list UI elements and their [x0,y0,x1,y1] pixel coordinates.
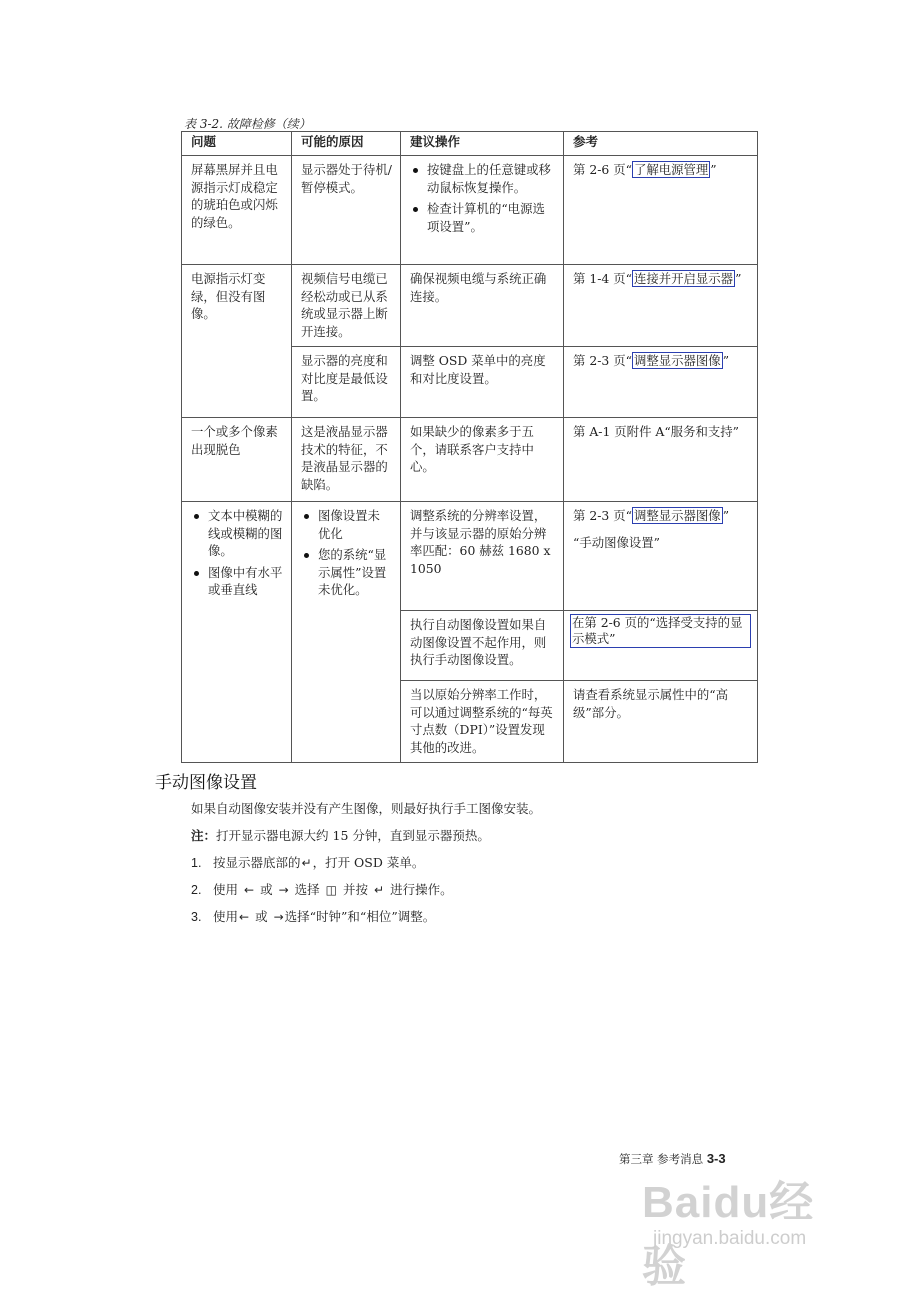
ref-text: 第 1-4 页“ [573,271,632,286]
header-action: 建议操作 [401,132,564,156]
table-row [182,156,758,265]
list-item: 您的系统“显示属性”设置未优化。 [301,546,392,599]
table-row [182,265,758,347]
action-cell: 如果缺少的像素多于五个，请联系客户支持中心。 [401,418,564,502]
step-number: 2. [191,883,202,897]
action-cell: 确保视频电缆与系统正确连接。 [401,265,564,347]
action-cell: 当以原始分辨率工作时，可以通过调整系统的“每英寸点数（DPI）”设置发现其他的改进。 [401,681,564,763]
header-cause: 可能的原因 [292,132,401,156]
step-text: 按显示器底部的 [213,855,301,870]
note-text: 打开显示器电源大约 15 分钟，直到显示器预热。 [216,828,490,843]
power-management-link[interactable]: 了解电源管理 [633,162,709,177]
reference-cell [564,611,758,681]
troubleshooting-table [181,131,758,763]
adjust-image-link[interactable]: 调整显示器图像 [633,508,721,523]
ref-text: ” [722,508,730,523]
list-item: 按键盘上的任意键或移动鼠标恢复操作。 [410,161,555,196]
step-text: 使用 [213,909,239,924]
header-problem: 问题 [182,132,292,156]
ref-text: 第 2-6 页“ [573,162,632,177]
step-text: 选择“时钟”和“相位”调整。 [284,909,436,924]
cause-cell [292,502,401,763]
reference-cell [564,347,758,418]
left-arrow-icon: ← [239,910,250,924]
reference-cell [564,156,758,265]
step-text: 或 [260,882,273,897]
action-cell: 执行自动图像设置如果自动图像设置不起作用，则执行手动图像设置。 [401,611,564,681]
table-caption: 表 3-2. 故障检修（续） [184,117,311,131]
step-text: ，打开 OSD 菜单。 [312,855,425,870]
step-2 [191,880,453,898]
problem-cell: 电源指示灯变绿，但没有图像。 [182,265,292,418]
action-cell [401,156,564,265]
action-list [410,161,555,235]
note-paragraph [191,826,490,844]
cause-cell: 这是液晶显示器技术的特征，不是液晶显示器的缺陷。 [292,418,401,502]
step-text: 或 [255,909,268,924]
header-reference: 参考 [564,132,758,156]
watermark-url: jingyan.baidu.com [653,1228,807,1249]
manual-image-setup-ref: “手动图像设置” [573,534,661,550]
reference-cell [564,502,758,611]
reference-cell: 第 A-1 页附件 A“服务和支持” [564,418,758,502]
ref-text: 第 2-3 页“ [573,508,632,523]
right-arrow-icon: → [273,910,284,924]
action-cell: 调整系统的分辨率设置，并与该显示器的原始分辨率匹配：60 赫兹 1680 x 1050 [401,502,564,611]
page-footer [619,1151,726,1167]
action-cell: 调整 OSD 菜单中的亮度和对比度设置。 [401,347,564,418]
ref-text: ” [735,271,742,286]
list-item: 图像设置未优化 [301,507,392,542]
problem-cell: 屏幕黑屏并且电源指示灯成稳定的琥珀色或闪烁的绿色。 [182,156,292,265]
left-arrow-icon: ← [244,883,255,897]
cause-cell: 显示器的亮度和对比度是最低设置。 [292,347,401,418]
problem-cell [182,502,292,763]
watermark [642,1166,852,1291]
supported-display-mode-link[interactable]: 在第 2-6 页的“选择受支持的显示模式” [570,614,751,648]
connect-monitor-link[interactable]: 连接并开启显示器 [633,271,734,286]
list-item: 图像中有水平或垂直线 [191,564,283,599]
step-3 [191,907,435,925]
table-row [182,418,758,502]
reference-cell [564,265,758,347]
reference-cell: 请查看系统显示属性中的“高级”部分。 [564,681,758,763]
step-text: 并按 [343,882,369,897]
image-adjust-icon: ◫ [325,883,338,897]
page-number: 3-3 [706,1151,726,1166]
cause-cell: 显示器处于待机/暂停模式。 [292,156,401,265]
step-1 [191,853,424,871]
note-label: 注： [191,828,217,843]
adjust-image-link[interactable]: 调整显示器图像 [633,353,721,368]
table-row [182,502,758,611]
ref-line [573,507,749,525]
step-number: 1. [191,856,202,870]
cause-list [301,507,392,599]
section-title: 手动图像设置 [155,773,257,792]
problem-list [191,507,283,599]
table-header-row [182,132,758,156]
step-text: 使用 [213,882,239,897]
problem-cell: 一个或多个像素出现脱色 [182,418,292,502]
enter-icon: ↵ [301,856,312,870]
step-number: 3. [191,910,202,924]
footer-chapter: 第三章 参考消息 [619,1152,704,1166]
step-text: 进行操作。 [390,882,453,897]
ref-text: ” [710,162,717,177]
step-text: 选择 [294,882,320,897]
intro-paragraph: 如果自动图像安装并没有产生图像，则最好执行手工图像安装。 [191,801,542,816]
ref-text: ” [722,353,730,368]
baidu-logo: Baidu经验 [642,1178,815,1291]
right-arrow-icon: → [278,883,289,897]
cause-cell: 视频信号电缆已经松动或已从系统或显示器上断开连接。 [292,265,401,347]
ref-text: 第 2-3 页“ [573,353,632,368]
enter-icon: ↵ [374,883,385,897]
list-item: 文本中模糊的线或模糊的图像。 [191,507,283,560]
list-item: 检查计算机的“电源选项设置”。 [410,200,555,235]
